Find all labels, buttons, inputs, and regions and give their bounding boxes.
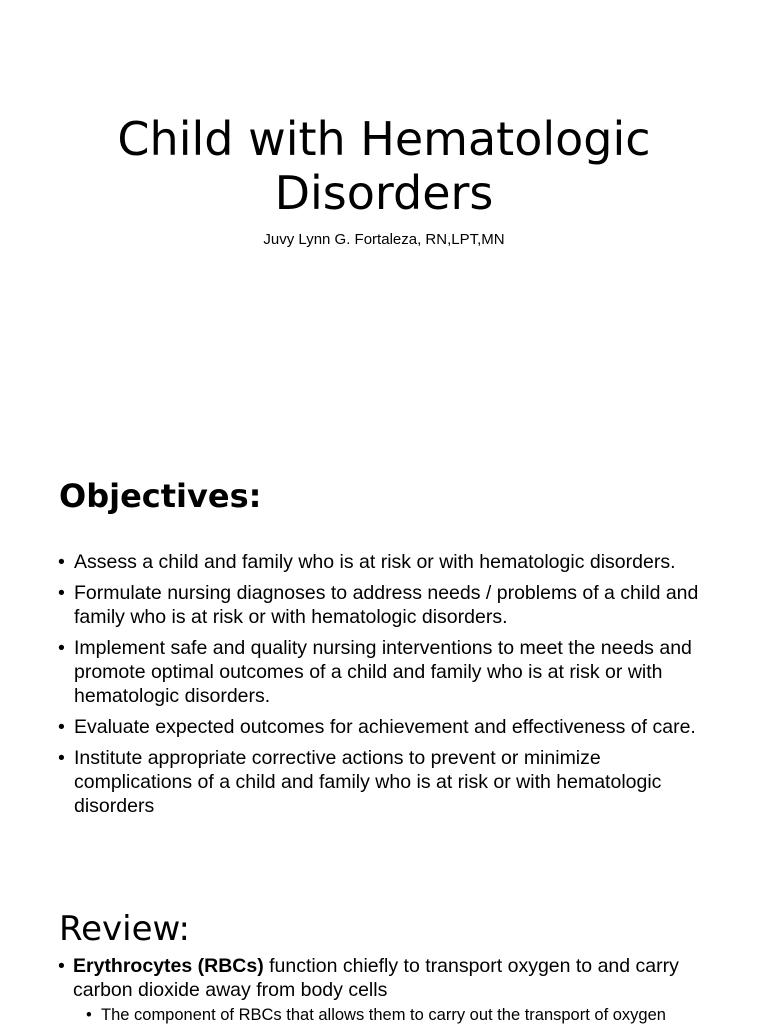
objectives-list (58, 550, 718, 825)
presentation-title: Child with Hematologic Disorders (117, 112, 651, 220)
term-description: function chiefly to transport oxygen to and carry carbon dioxide away from body cells (73, 955, 679, 1001)
author-line: Juvy Lynn G. Fortaleza, RN,LPT,MN (263, 231, 505, 248)
list-item: • Institute appropriate corrective actions to prevent or minimize complications of a child and family who is at risk or with hematologic disorders (58, 746, 718, 818)
review-slide (0, 864, 768, 1024)
list-item: • Assess a child and family who is at risk or with hematologic disorders. (58, 550, 718, 574)
review-list (58, 954, 728, 1026)
sub-list-item: • The component of RBCs that allows them to carry out the transport of oxygen (73, 1004, 728, 1026)
objectives-heading: Objectives: (59, 477, 262, 515)
list-item (58, 954, 728, 1026)
title-slide (0, 0, 768, 432)
objectives-slide (0, 432, 768, 864)
review-heading: Review: (59, 909, 190, 949)
list-item: • Formulate nursing diagnoses to address needs / problems of a child and family who is at risk or with hematologic disorders. (58, 581, 718, 629)
list-item: • Implement safe and quality nursing interventions to meet the needs and promote optimal outcomes of a child and family who is at risk or with hematologic disorders. (58, 636, 718, 708)
term-label: Erythrocytes (RBCs) (73, 955, 264, 977)
sub-list (73, 1004, 728, 1026)
list-item: • Evaluate expected outcomes for achievement and effectiveness of care. (58, 715, 718, 739)
